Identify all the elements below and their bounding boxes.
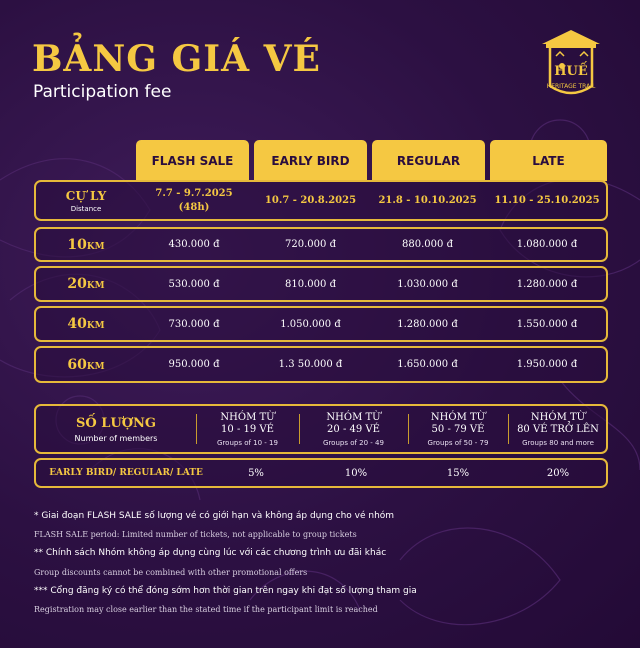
flash-sale-duration: (48h)	[178, 201, 210, 213]
note-flash-sale-en: FLASH SALE period: Limited number of tickets, not applicable to group tickets	[34, 530, 357, 539]
group-header-row	[34, 404, 608, 454]
price-row-40km	[34, 306, 608, 342]
group-range: 20 - 49 VÉ	[327, 423, 380, 435]
logo-name: HUẾ	[554, 64, 588, 79]
distance-value: 10KM	[67, 236, 105, 253]
page-title: BẢNG GIÁ VÉ	[32, 38, 321, 80]
note-registration-en: Registration may close earlier than the stated time if the participant limit is reached	[34, 605, 378, 614]
discount-80-plus: 20%	[546, 467, 570, 479]
quantity-subtitle: Number of members	[74, 433, 158, 443]
group-label: NHÓM TỪ	[220, 411, 275, 423]
group-range: 80 VÉ TRỞ LÊN	[517, 423, 599, 435]
price-header-row	[34, 180, 608, 221]
hue-heritage-trail-logo	[536, 26, 606, 102]
group-20-49	[299, 406, 408, 452]
late-dates	[486, 182, 608, 219]
tab-early-bird: EARLY BIRD	[254, 140, 367, 181]
price-regular: 880.000 đ	[402, 239, 453, 250]
discount-50-79: 15%	[446, 467, 470, 479]
price-flash-sale: 950.000 đ	[168, 359, 220, 370]
price-early-bird: 720.000 đ	[285, 239, 336, 250]
group-label: NHÓM TỪ	[530, 411, 586, 423]
quantity-title: SỐ LƯỢNG	[75, 415, 157, 431]
price-regular: 1.030.000 đ	[397, 278, 458, 290]
note-registration: *** Cổng đăng ký có thể đóng sớm hơn thời gian trên ngay khi đạt số lượng tham gia	[34, 586, 417, 596]
price-row-10km	[34, 227, 608, 262]
price-regular: 1.650.000 đ	[397, 359, 458, 370]
price-late: 1.550.000 đ	[516, 318, 578, 330]
group-subtitle: Groups 80 and more	[522, 438, 594, 447]
group-subtitle: Groups of 20 - 49	[323, 438, 384, 447]
price-row-60km	[34, 346, 608, 383]
note-group-policy: ** Chính sách Nhóm không áp dụng cùng lúc với các chương trình ưu đãi khác	[34, 548, 387, 558]
price-late: 1.080.000 đ	[516, 239, 578, 250]
distance-sublabel: Distance	[70, 204, 102, 213]
price-early-bird: 1.050.000 đ	[280, 318, 341, 330]
distance-value: 20KM	[67, 276, 105, 292]
group-range: 50 - 79 VÉ	[431, 423, 485, 435]
price-flash-sale: 430.000 đ	[168, 239, 220, 250]
price-late: 1.280.000 đ	[516, 278, 578, 290]
quantity-header	[36, 406, 196, 452]
distance-label: CỰ LY	[65, 188, 107, 203]
price-early-bird: 1.3 50.000 đ	[278, 359, 343, 370]
group-80-plus	[508, 406, 608, 452]
price-flash-sale: 530.000 đ	[168, 278, 220, 290]
group-range: 10 - 19 VÉ	[221, 423, 274, 435]
tab-late: LATE	[490, 140, 607, 181]
early-bird-dates	[252, 182, 369, 219]
group-subtitle: Groups of 10 - 19	[217, 438, 278, 447]
tab-regular: REGULAR	[372, 140, 485, 181]
date-range: 10.7 - 20.8.2025	[264, 194, 357, 206]
discount-20-49: 10%	[344, 467, 368, 479]
distance-value: 40KM	[67, 316, 105, 332]
note-group-policy-en: Group discounts cannot be combined with other promotional offers	[34, 568, 308, 577]
regular-dates	[369, 182, 486, 219]
group-discount-row	[34, 458, 608, 488]
flash-sale-dates	[136, 182, 252, 219]
date-range: 11.10 - 25.10.2025	[494, 194, 600, 206]
distance-value: 60KM	[67, 356, 105, 373]
logo-tagline: HERITAGE TRAIL	[546, 83, 596, 90]
date-range: 7.7 - 9.7.2025	[155, 187, 233, 199]
tab-flash-sale: FLASH SALE	[136, 140, 249, 181]
discount-10-19: 5%	[248, 467, 264, 479]
price-early-bird: 810.000 đ	[285, 278, 336, 290]
group-label: NHÓM TỪ	[326, 411, 381, 423]
group-subtitle: Groups of 50 - 79	[427, 438, 489, 447]
distance-header	[36, 182, 136, 219]
price-row-20km	[34, 266, 608, 302]
group-50-79	[408, 406, 508, 452]
note-flash-sale: * Giai đoạn FLASH SALE số lượng vé có giới hạn và không áp dụng cho vé nhóm	[34, 511, 395, 521]
price-late: 1.950.000 đ	[516, 359, 578, 370]
discount-label: EARLY BIRD/ REGULAR/ LATE	[49, 468, 203, 478]
date-range: 21.8 - 10.10.2025	[378, 194, 477, 206]
group-10-19	[196, 406, 299, 452]
price-flash-sale: 730.000 đ	[168, 318, 220, 330]
price-regular: 1.280.000 đ	[397, 318, 458, 330]
group-label: NHÓM TỪ	[430, 411, 486, 423]
page-subtitle: Participation fee	[33, 82, 172, 102]
